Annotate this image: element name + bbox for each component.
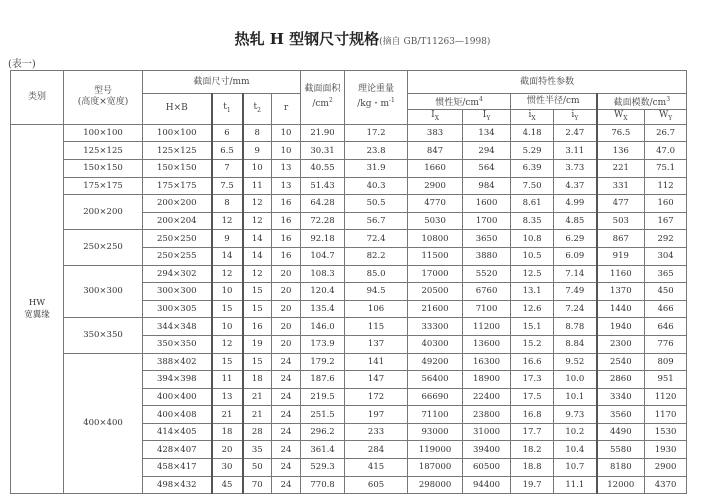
value-cell: 10.7 <box>554 459 597 477</box>
value-cell: 365 <box>645 265 687 283</box>
value-cell: 66690 <box>408 388 463 406</box>
value-cell: 809 <box>645 353 687 371</box>
table-row <box>11 177 687 195</box>
value-cell: 1700 <box>463 212 511 230</box>
value-cell: 134 <box>463 124 511 142</box>
value-cell: 15.2 <box>511 335 554 353</box>
value-cell: 187.6 <box>301 371 345 389</box>
value-cell: 11500 <box>408 247 463 265</box>
value-cell: 2540 <box>597 353 645 371</box>
value-cell: 13600 <box>463 335 511 353</box>
value-cell: 17.5 <box>511 388 554 406</box>
model-cell: 175×175 <box>64 177 143 195</box>
value-cell: 94.5 <box>345 283 408 301</box>
value-cell: 296.2 <box>301 423 345 441</box>
table-tag: (表一) <box>8 59 36 70</box>
value-cell: 12000 <box>597 476 645 494</box>
value-cell: 21 <box>243 406 272 424</box>
value-cell: 2860 <box>597 371 645 389</box>
value-cell: 22400 <box>463 388 511 406</box>
value-cell: 15 <box>243 300 272 318</box>
value-cell: 30.31 <box>301 142 345 160</box>
value-cell: 167 <box>645 212 687 230</box>
value-cell: 1930 <box>645 441 687 459</box>
value-cell: 8.61 <box>511 195 554 213</box>
value-cell: 388×402 <box>143 353 212 371</box>
value-cell: 3560 <box>597 406 645 424</box>
value-cell: 20 <box>272 283 301 301</box>
header-category: 类别 <box>11 71 64 125</box>
value-cell: 4370 <box>645 476 687 494</box>
value-cell: 8.78 <box>554 318 597 336</box>
value-cell: 30 <box>212 459 243 477</box>
value-cell: 7.14 <box>554 265 597 283</box>
value-cell: 39400 <box>463 441 511 459</box>
value-cell: 24 <box>272 423 301 441</box>
value-cell: 11200 <box>463 318 511 336</box>
value-cell: 10 <box>243 159 272 177</box>
value-cell: 361.4 <box>301 441 345 459</box>
value-cell: 344×348 <box>143 318 212 336</box>
value-cell: 18 <box>212 423 243 441</box>
table-row <box>11 353 687 371</box>
header-iy: $i_Y$ <box>554 110 597 125</box>
title-text: 热轧 H 型钢尺寸规格 <box>234 30 380 48</box>
value-cell: 5030 <box>408 212 463 230</box>
value-cell: 300×300 <box>143 283 212 301</box>
value-cell: 24 <box>272 406 301 424</box>
value-cell: 17.3 <box>511 371 554 389</box>
value-cell: 1940 <box>597 318 645 336</box>
value-cell: 3340 <box>597 388 645 406</box>
value-cell: 250×250 <box>143 230 212 248</box>
value-cell: 16 <box>272 247 301 265</box>
value-cell: 20 <box>272 300 301 318</box>
value-cell: 15 <box>212 300 243 318</box>
value-cell: 56400 <box>408 371 463 389</box>
model-cell: 200×200 <box>64 195 143 230</box>
value-cell: 50 <box>243 459 272 477</box>
value-cell: 24 <box>272 353 301 371</box>
value-cell: 72.28 <box>301 212 345 230</box>
value-cell: 17.7 <box>511 423 554 441</box>
model-cell: 125×125 <box>64 142 143 160</box>
value-cell: 466 <box>645 300 687 318</box>
value-cell: 529.3 <box>301 459 345 477</box>
table-row <box>11 124 687 142</box>
value-cell: 2300 <box>597 335 645 353</box>
value-cell: 19.7 <box>511 476 554 494</box>
value-cell: 4490 <box>597 423 645 441</box>
value-cell: 21.90 <box>301 124 345 142</box>
value-cell: 9.73 <box>554 406 597 424</box>
value-cell: 19 <box>243 335 272 353</box>
value-cell: 146.0 <box>301 318 345 336</box>
header-ix: $i_X$ <box>511 110 554 125</box>
value-cell: 31000 <box>463 423 511 441</box>
value-cell: 20 <box>272 318 301 336</box>
value-cell: 414×405 <box>143 423 212 441</box>
value-cell: 24 <box>272 476 301 494</box>
value-cell: 383 <box>408 124 463 142</box>
value-cell: 173.9 <box>301 335 345 353</box>
value-cell: 646 <box>645 318 687 336</box>
value-cell: 20 <box>272 335 301 353</box>
value-cell: 6.09 <box>554 247 597 265</box>
value-cell: 300×305 <box>143 300 212 318</box>
header-t1: $t_1$ <box>212 94 243 125</box>
title-note: (摘自 GB/T11263—1998) <box>379 37 491 47</box>
value-cell: 8180 <box>597 459 645 477</box>
value-cell: 16 <box>272 212 301 230</box>
value-cell: 21600 <box>408 300 463 318</box>
value-cell: 10.2 <box>554 423 597 441</box>
header-Iy: $I_Y$ <box>463 110 511 125</box>
value-cell: 16.8 <box>511 406 554 424</box>
value-cell: 4.37 <box>554 177 597 195</box>
value-cell: 71100 <box>408 406 463 424</box>
value-cell: 292 <box>645 230 687 248</box>
h-beam-spec-table <box>10 70 687 494</box>
value-cell: 14 <box>212 247 243 265</box>
value-cell: 2.47 <box>554 124 597 142</box>
value-cell: 3880 <box>463 247 511 265</box>
header-modulus: 截面模数$/cm^3$ <box>597 94 687 110</box>
value-cell: 197 <box>345 406 408 424</box>
value-cell: 11 <box>212 371 243 389</box>
value-cell: 2900 <box>645 459 687 477</box>
value-cell: 33300 <box>408 318 463 336</box>
value-cell: 13 <box>212 388 243 406</box>
value-cell: 150×150 <box>143 159 212 177</box>
value-cell: 12 <box>243 212 272 230</box>
value-cell: 8 <box>212 195 243 213</box>
value-cell: 10 <box>212 318 243 336</box>
value-cell: 172 <box>345 388 408 406</box>
value-cell: 85.0 <box>345 265 408 283</box>
header-section-dims: 截面尺寸/mm <box>143 71 301 94</box>
header-Ix: $I_X$ <box>408 110 463 125</box>
value-cell: 1530 <box>645 423 687 441</box>
value-cell: 331 <box>597 177 645 195</box>
value-cell: 8 <box>243 124 272 142</box>
value-cell: 10 <box>212 283 243 301</box>
value-cell: 64.28 <box>301 195 345 213</box>
table-row <box>11 195 687 213</box>
value-cell: 1170 <box>645 406 687 424</box>
value-cell: 136 <box>597 142 645 160</box>
value-cell: 24 <box>272 388 301 406</box>
value-cell: 200×200 <box>143 195 212 213</box>
value-cell: 17.2 <box>345 124 408 142</box>
value-cell: 15 <box>243 283 272 301</box>
value-cell: 8.84 <box>554 335 597 353</box>
value-cell: 70 <box>243 476 272 494</box>
value-cell: 400×400 <box>143 388 212 406</box>
value-cell: 2900 <box>408 177 463 195</box>
value-cell: 104.7 <box>301 247 345 265</box>
value-cell: 12 <box>243 195 272 213</box>
value-cell: 47.0 <box>645 142 687 160</box>
value-cell: 776 <box>645 335 687 353</box>
value-cell: 5580 <box>597 441 645 459</box>
category-cell: HW 宽翼缘 <box>11 124 64 493</box>
value-cell: 56.7 <box>345 212 408 230</box>
value-cell: 200×204 <box>143 212 212 230</box>
value-cell: 867 <box>597 230 645 248</box>
value-cell: 219.5 <box>301 388 345 406</box>
header-r: r <box>272 94 301 125</box>
value-cell: 14 <box>243 230 272 248</box>
value-cell: 251.5 <box>301 406 345 424</box>
value-cell: 45 <box>212 476 243 494</box>
value-cell: 60500 <box>463 459 511 477</box>
value-cell: 15 <box>212 353 243 371</box>
value-cell: 450 <box>645 283 687 301</box>
value-cell: 92.18 <box>301 230 345 248</box>
value-cell: 477 <box>597 195 645 213</box>
value-cell: 13.1 <box>511 283 554 301</box>
value-cell: 26.7 <box>645 124 687 142</box>
value-cell: 16 <box>243 318 272 336</box>
value-cell: 21 <box>212 406 243 424</box>
value-cell: 415 <box>345 459 408 477</box>
value-cell: 7 <box>212 159 243 177</box>
value-cell: 10800 <box>408 230 463 248</box>
value-cell: 12.5 <box>511 265 554 283</box>
page-title <box>0 28 725 49</box>
value-cell: 10.4 <box>554 441 597 459</box>
header-model: 型号 (高度×宽度) <box>64 71 143 125</box>
value-cell: 428×407 <box>143 441 212 459</box>
header-radius: 惯性半径/cm <box>511 94 597 110</box>
value-cell: 49200 <box>408 353 463 371</box>
value-cell: 6.39 <box>511 159 554 177</box>
value-cell: 4770 <box>408 195 463 213</box>
value-cell: 10.1 <box>554 388 597 406</box>
value-cell: 304 <box>645 247 687 265</box>
value-cell: 10.0 <box>554 371 597 389</box>
value-cell: 1120 <box>645 388 687 406</box>
value-cell: 75.1 <box>645 159 687 177</box>
header-Wx: $W_X$ <box>597 110 645 125</box>
value-cell: 6.5 <box>212 142 243 160</box>
value-cell: 12 <box>243 265 272 283</box>
value-cell: 106 <box>345 300 408 318</box>
value-cell: 7.49 <box>554 283 597 301</box>
value-cell: 564 <box>463 159 511 177</box>
value-cell: 5.29 <box>511 142 554 160</box>
model-cell: 100×100 <box>64 124 143 142</box>
value-cell: 498×432 <box>143 476 212 494</box>
value-cell: 233 <box>345 423 408 441</box>
value-cell: 137 <box>345 335 408 353</box>
value-cell: 1440 <box>597 300 645 318</box>
value-cell: 11 <box>243 177 272 195</box>
value-cell: 119000 <box>408 441 463 459</box>
value-cell: 13 <box>272 159 301 177</box>
value-cell: 8.35 <box>511 212 554 230</box>
value-cell: 6 <box>212 124 243 142</box>
value-cell: 14 <box>243 247 272 265</box>
value-cell: 7.50 <box>511 177 554 195</box>
value-cell: 51.43 <box>301 177 345 195</box>
value-cell: 24 <box>272 459 301 477</box>
value-cell: 23800 <box>463 406 511 424</box>
value-cell: 40.3 <box>345 177 408 195</box>
value-cell: 9 <box>243 142 272 160</box>
value-cell: 605 <box>345 476 408 494</box>
model-cell: 300×300 <box>64 265 143 318</box>
value-cell: 24 <box>272 441 301 459</box>
value-cell: 12 <box>212 265 243 283</box>
value-cell: 10 <box>272 124 301 142</box>
value-cell: 72.4 <box>345 230 408 248</box>
header-props: 截面特性参数 <box>408 71 687 94</box>
value-cell: 919 <box>597 247 645 265</box>
value-cell: 16.6 <box>511 353 554 371</box>
value-cell: 6.29 <box>554 230 597 248</box>
header-inertia: 惯性矩$/cm^4$ <box>408 94 511 110</box>
value-cell: 179.2 <box>301 353 345 371</box>
model-cell: 350×350 <box>64 318 143 353</box>
value-cell: 4.99 <box>554 195 597 213</box>
value-cell: 6760 <box>463 283 511 301</box>
value-cell: 16 <box>272 195 301 213</box>
value-cell: 160 <box>645 195 687 213</box>
value-cell: 187000 <box>408 459 463 477</box>
value-cell: 40.55 <box>301 159 345 177</box>
value-cell: 16 <box>272 230 301 248</box>
value-cell: 10 <box>272 142 301 160</box>
value-cell: 12 <box>212 335 243 353</box>
value-cell: 9.52 <box>554 353 597 371</box>
value-cell: 7.5 <box>212 177 243 195</box>
value-cell: 20 <box>212 441 243 459</box>
value-cell: 28 <box>243 423 272 441</box>
value-cell: 94400 <box>463 476 511 494</box>
table-row <box>11 318 687 336</box>
value-cell: 23.8 <box>345 142 408 160</box>
value-cell: 20500 <box>408 283 463 301</box>
value-cell: 3.73 <box>554 159 597 177</box>
value-cell: 112 <box>645 177 687 195</box>
value-cell: 3.11 <box>554 142 597 160</box>
value-cell: 4.85 <box>554 212 597 230</box>
value-cell: 400×408 <box>143 406 212 424</box>
value-cell: 20 <box>272 265 301 283</box>
value-cell: 394×398 <box>143 371 212 389</box>
model-cell: 250×250 <box>64 230 143 265</box>
model-cell: 150×150 <box>64 159 143 177</box>
value-cell: 1160 <box>597 265 645 283</box>
value-cell: 9 <box>212 230 243 248</box>
value-cell: 770.8 <box>301 476 345 494</box>
value-cell: 503 <box>597 212 645 230</box>
value-cell: 16300 <box>463 353 511 371</box>
value-cell: 15.1 <box>511 318 554 336</box>
value-cell: 10.5 <box>511 247 554 265</box>
header-area: 截面面积 $/cm^2$ <box>301 71 345 125</box>
header-t2: $t_2$ <box>243 94 272 125</box>
value-cell: 18.2 <box>511 441 554 459</box>
value-cell: 294×302 <box>143 265 212 283</box>
value-cell: 11.1 <box>554 476 597 494</box>
value-cell: 17000 <box>408 265 463 283</box>
value-cell: 1370 <box>597 283 645 301</box>
value-cell: 93000 <box>408 423 463 441</box>
value-cell: 125×125 <box>143 142 212 160</box>
value-cell: 5520 <box>463 265 511 283</box>
value-cell: 175×175 <box>143 177 212 195</box>
value-cell: 951 <box>645 371 687 389</box>
value-cell: 1600 <box>463 195 511 213</box>
value-cell: 12.6 <box>511 300 554 318</box>
table-row <box>11 142 687 160</box>
value-cell: 12 <box>212 212 243 230</box>
value-cell: 294 <box>463 142 511 160</box>
value-cell: 458×417 <box>143 459 212 477</box>
value-cell: 120.4 <box>301 283 345 301</box>
value-cell: 24 <box>272 371 301 389</box>
value-cell: 135.4 <box>301 300 345 318</box>
value-cell: 221 <box>597 159 645 177</box>
value-cell: 141 <box>345 353 408 371</box>
value-cell: 3650 <box>463 230 511 248</box>
value-cell: 108.3 <box>301 265 345 283</box>
value-cell: 147 <box>345 371 408 389</box>
value-cell: 50.5 <box>345 195 408 213</box>
value-cell: 35 <box>243 441 272 459</box>
table-row <box>11 230 687 248</box>
value-cell: 7.24 <box>554 300 597 318</box>
value-cell: 15 <box>243 353 272 371</box>
value-cell: 82.2 <box>345 247 408 265</box>
value-cell: 18900 <box>463 371 511 389</box>
value-cell: 350×350 <box>143 335 212 353</box>
model-cell: 400×400 <box>64 353 143 494</box>
value-cell: 40300 <box>408 335 463 353</box>
value-cell: 7100 <box>463 300 511 318</box>
value-cell: 18.8 <box>511 459 554 477</box>
value-cell: 847 <box>408 142 463 160</box>
value-cell: 31.9 <box>345 159 408 177</box>
value-cell: 18 <box>243 371 272 389</box>
header-weight: 理论重量 /kg・$m^{-1}$ <box>345 71 408 125</box>
value-cell: 984 <box>463 177 511 195</box>
table-row <box>11 265 687 283</box>
value-cell: 13 <box>272 177 301 195</box>
table-row <box>11 159 687 177</box>
value-cell: 250×255 <box>143 247 212 265</box>
value-cell: 1660 <box>408 159 463 177</box>
header-hxb: H×B <box>143 94 212 125</box>
value-cell: 100×100 <box>143 124 212 142</box>
value-cell: 284 <box>345 441 408 459</box>
value-cell: 21 <box>243 388 272 406</box>
value-cell: 4.18 <box>511 124 554 142</box>
value-cell: 10.8 <box>511 230 554 248</box>
header-Wy: $W_Y$ <box>645 110 687 125</box>
value-cell: 115 <box>345 318 408 336</box>
value-cell: 76.5 <box>597 124 645 142</box>
value-cell: 298000 <box>408 476 463 494</box>
